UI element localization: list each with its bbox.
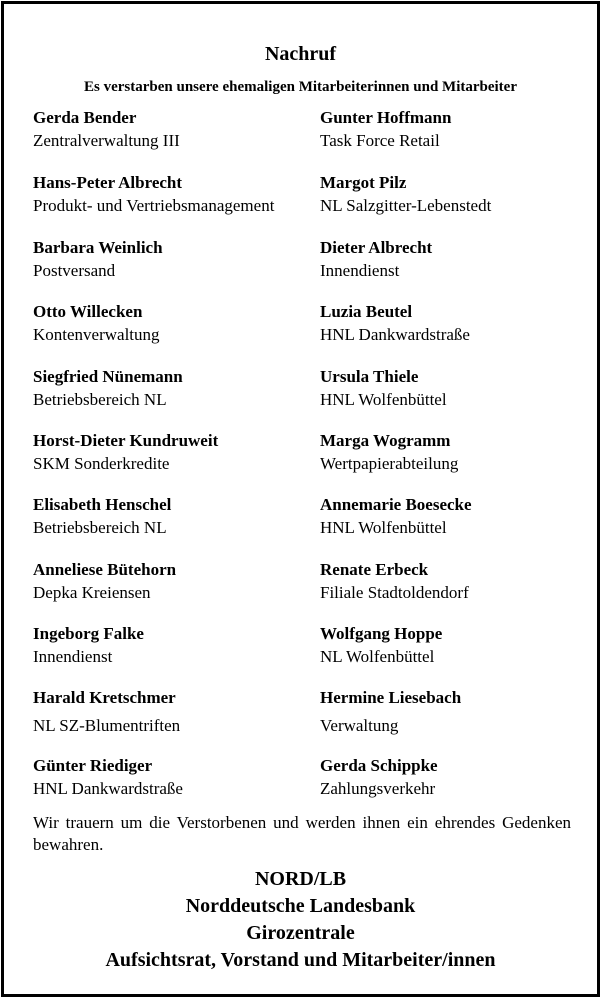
signature-line: Norddeutsche Landesbank bbox=[185, 895, 416, 917]
person-department: SKM Sonderkredite bbox=[33, 454, 170, 473]
person-entry bbox=[320, 107, 603, 153]
person-name: Horst-Dieter Kundruweit bbox=[33, 431, 219, 450]
signature-line: Aufsichtsrat, Vorstand und Mitarbeiter/innen bbox=[105, 949, 496, 971]
person-department: Filiale Stadtoldendorf bbox=[320, 583, 469, 602]
person-entry bbox=[320, 172, 603, 218]
person-entry bbox=[320, 494, 603, 540]
person-department: HNL Wolfenbüttel bbox=[320, 390, 447, 409]
person-name: Barbara Weinlich bbox=[33, 238, 163, 257]
person-name: Luzia Beutel bbox=[320, 302, 413, 321]
person-department: Zentralverwaltung III bbox=[33, 131, 180, 150]
person-entry bbox=[33, 366, 323, 412]
person-entry bbox=[33, 559, 323, 605]
signature-line: NORD/LB bbox=[254, 868, 347, 890]
person-name: Siegfried Nünemann bbox=[33, 367, 183, 386]
person-name: Dieter Albrecht bbox=[320, 238, 433, 257]
person-entry bbox=[33, 623, 323, 669]
person-department: Zahlungsverkehr bbox=[320, 779, 436, 798]
person-department: Wertpapierabteilung bbox=[320, 454, 459, 473]
person-entry bbox=[320, 687, 603, 738]
person-entry bbox=[33, 755, 323, 801]
person-department: Kontenverwaltung bbox=[33, 325, 160, 344]
person-department: NL Wolfenbüttel bbox=[320, 647, 435, 666]
person-name: Ingeborg Falke bbox=[33, 624, 144, 643]
person-entry bbox=[33, 687, 323, 738]
person-entry bbox=[320, 559, 603, 605]
obituary-notice bbox=[1, 1, 600, 997]
person-name: Gerda Schippke bbox=[320, 756, 438, 775]
person-department: HNL Dankwardstraße bbox=[33, 779, 183, 798]
person-entry bbox=[320, 623, 603, 669]
person-entry bbox=[33, 430, 323, 476]
person-name: Günter Riediger bbox=[33, 756, 153, 775]
person-entry bbox=[33, 172, 323, 218]
person-name: Wolfgang Hoppe bbox=[320, 624, 443, 643]
person-department: Postversand bbox=[33, 261, 116, 280]
person-department: HNL Dankwardstraße bbox=[320, 325, 470, 344]
deceased-list bbox=[33, 107, 593, 807]
person-name: Margot Pilz bbox=[320, 173, 407, 192]
notice-title: Nachruf bbox=[264, 43, 337, 65]
person-department: HNL Wolfenbüttel bbox=[320, 518, 447, 537]
person-entry bbox=[320, 755, 603, 801]
person-name: Marga Wogramm bbox=[320, 431, 451, 450]
person-name: Otto Willecken bbox=[33, 302, 143, 321]
person-name: Gerda Bender bbox=[33, 108, 137, 127]
person-entry bbox=[320, 237, 603, 283]
person-entry bbox=[320, 430, 603, 476]
person-department: Verwaltung bbox=[320, 716, 399, 735]
person-name: Ursula Thiele bbox=[320, 367, 419, 386]
person-name: Hermine Liesebach bbox=[320, 688, 462, 707]
person-name: Harald Kretschmer bbox=[33, 688, 176, 707]
person-name: Anneliese Bütehorn bbox=[33, 560, 177, 579]
person-name: Annemarie Boesecke bbox=[320, 495, 472, 514]
person-department: Betriebsbereich NL bbox=[33, 518, 167, 537]
notice-subtitle: Es verstarben unsere ehemaligen Mitarbeiterinnen und Mitarbeiter bbox=[84, 79, 517, 95]
person-entry bbox=[33, 301, 323, 347]
person-department: Produkt- und Vertriebsmanagement bbox=[33, 196, 275, 215]
person-entry bbox=[320, 301, 603, 347]
person-department: NL Salzgitter-Lebenstedt bbox=[320, 196, 492, 215]
closing-text: Wir trauern um die Verstorbenen und werden ihnen ein ehrendes Gedenken bewahren. bbox=[33, 813, 571, 854]
person-entry bbox=[33, 494, 323, 540]
person-entry bbox=[33, 237, 323, 283]
person-department: Depka Kreiensen bbox=[33, 583, 151, 602]
signature-line: Girozentrale bbox=[246, 922, 355, 944]
person-department: Innendienst bbox=[320, 261, 400, 280]
person-name: Hans-Peter Albrecht bbox=[33, 173, 183, 192]
person-department: Task Force Retail bbox=[320, 131, 440, 150]
person-entry bbox=[33, 107, 323, 153]
person-entry bbox=[320, 366, 603, 412]
signature-block bbox=[4, 866, 597, 974]
person-name: Elisabeth Henschel bbox=[33, 495, 172, 514]
person-name: Gunter Hoffmann bbox=[320, 108, 452, 127]
person-name: Renate Erbeck bbox=[320, 560, 429, 579]
person-department: NL SZ-Blumentriften bbox=[33, 716, 181, 735]
person-department: Innendienst bbox=[33, 647, 113, 666]
person-department: Betriebsbereich NL bbox=[33, 390, 167, 409]
